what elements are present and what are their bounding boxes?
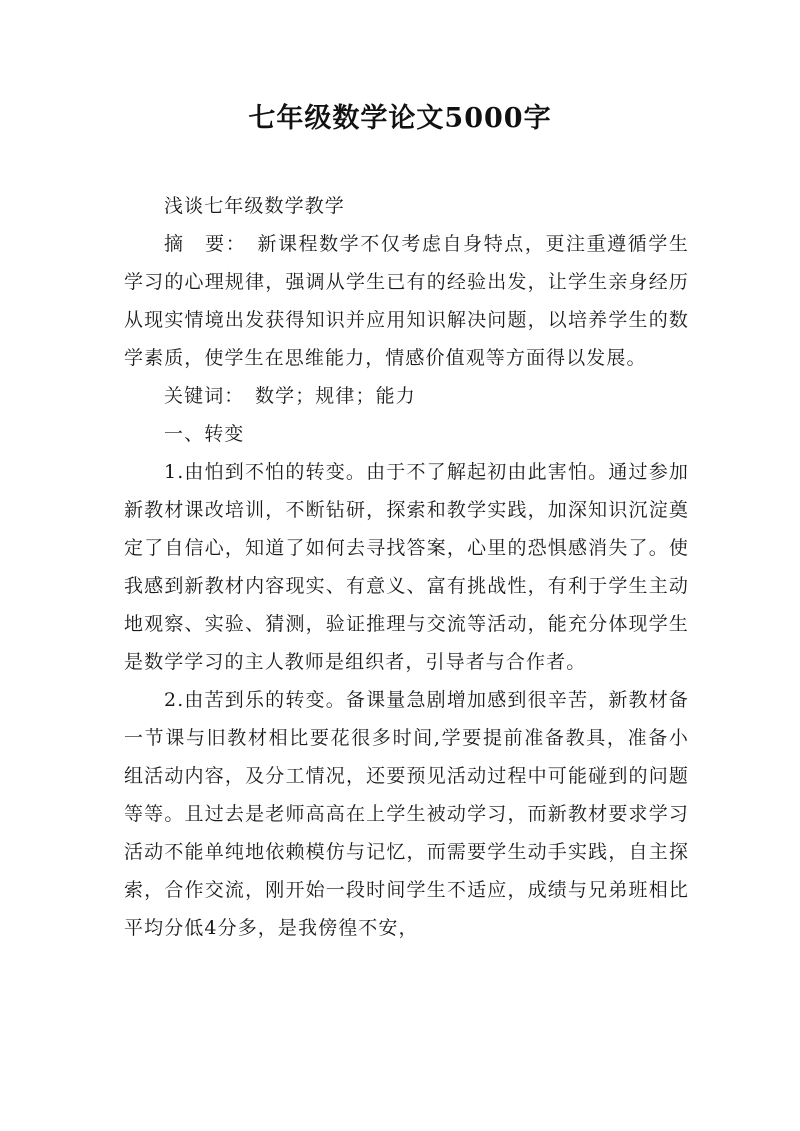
article-subtitle: 浅谈七年级数学教学 [164,195,345,217]
section-heading: 一、转变 [164,423,245,445]
document-title: 七年级数学论文5000字 [248,103,552,134]
keywords-line: 关键词： 数学；规律；能力 [164,385,416,407]
abstract-paragraph: 摘 要： 新课程数学不仅考虑自身特点，更注重遵循学生学习的心理规律，强调从学生已有的经验出发，让学生亲身经历从现实情境出发获得知识并应用知识解决问题，以培养学生的数学素质，使学生在思维能力，情感价值观等方面得以发展。 [124,233,689,369]
body-paragraph-1: 1.由怕到不怕的转变。由于不了解起初由此害怕。通过参加新教材课改培训，不断钻研，探索和教学实践，加深知识沉淀奠定了自信心，知道了如何去寻找答案，心里的恐惧感消失了。使我感到新教材内容现实、有意义、富有挑战性，有利于学生主动地观察、实验、猜测，验证推理与交流等活动，能充分体现学生是数学学习的主人教师是组织者，引导者与合作者。 [124,461,689,673]
document-body [124,187,689,947]
body-paragraph-2: 2.由苦到乐的转变。备课量急剧增加感到很辛苦，新教材备一节课与旧教材相比要花很多时间,学要提前准备教具，准备小组活动内容，及分工情况，还要预见活动过程中可能碰到的问题等等。且过去是老师高高在上学生被动学习，而新教材要求学习活动不能单纯地依赖模仿与记忆，而需要学生动手实践，自主探索，合作交流，刚开始一段时间学生不适应，成绩与兄弟班相比平均分低4分多，是我傍徨不安， [124,689,689,939]
